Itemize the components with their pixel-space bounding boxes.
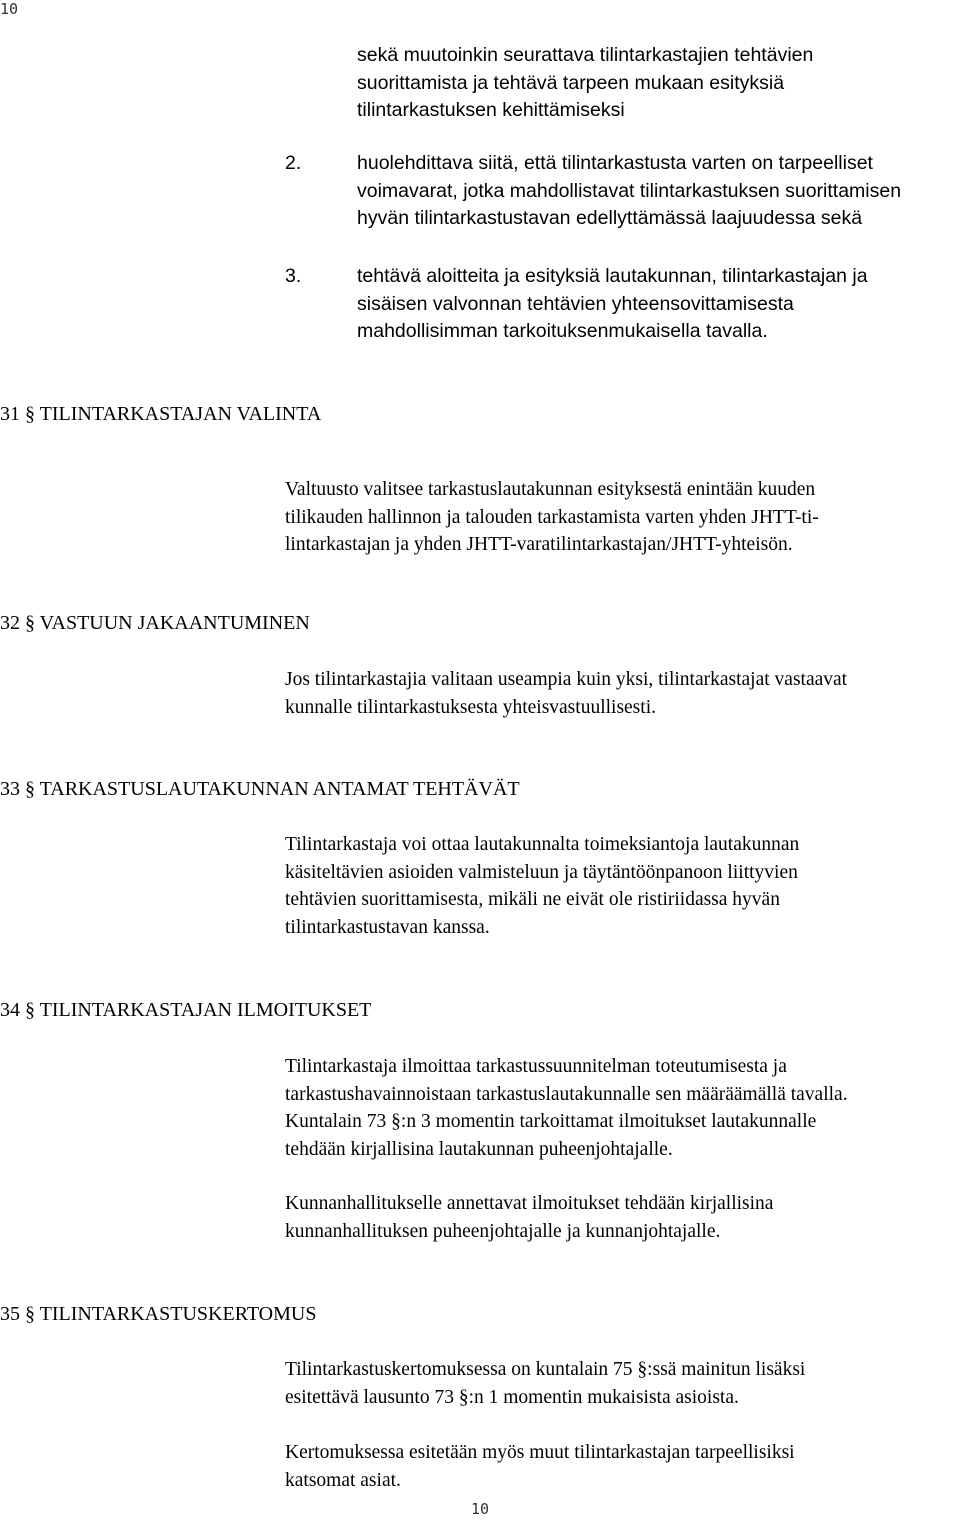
text-line: tilintarkastuksen kehittämiseksi bbox=[357, 99, 625, 121]
text-line: tarkastushavainnoistaan tarkastuslautakunnalle sen määräämällä tavalla. bbox=[285, 1083, 848, 1105]
text-line: tilikauden hallinnon ja talouden tarkastamista varten yhden JHTT-ti- bbox=[285, 506, 819, 528]
text-line: kunnanhallituksen puheenjohtajalle ja kunnanjohtajalle. bbox=[285, 1220, 721, 1242]
text-line: huolehdittava siitä, että tilintarkastusta varten on tarpeelliset bbox=[357, 152, 873, 174]
text-line: Tilintarkastuskertomuksessa on kuntalain 75 §:ssä mainitun lisäksi bbox=[285, 1359, 806, 1380]
text-line: lintarkastajan ja yhden JHTT-varatilintarkastajan/JHTT-yhteisön. bbox=[285, 534, 793, 555]
text-line: katsomat asiat. bbox=[285, 1469, 401, 1491]
list-number: 2. bbox=[285, 152, 302, 174]
text-line: sekä muutoinkin seurattava tilintarkastajien tehtävien bbox=[357, 44, 814, 66]
text-line: suorittamista ja tehtävä tarpeen mukaan esityksiä bbox=[357, 71, 785, 94]
text-line: tehtävien suorittamisesta, mikäli ne eivät ole ristiriidassa hyvän bbox=[285, 889, 780, 910]
section-heading: 31 § TILINTARKASTAJAN VALINTA bbox=[0, 403, 322, 425]
text-line: Kertomuksessa esitetään myös muut tilintarkastajan tarpeellisiksi bbox=[285, 1442, 795, 1463]
text-line: kunnalle tilintarkastuksesta yhteisvastuullisesti. bbox=[285, 696, 656, 718]
paragraph bbox=[285, 1053, 848, 1163]
paragraph bbox=[285, 1190, 773, 1245]
paragraph bbox=[285, 1356, 805, 1411]
text-line: tehdään kirjallisina lautakunnan puheenjohtajalle. bbox=[285, 1138, 673, 1160]
list-item bbox=[357, 150, 901, 233]
text-line: mahdollisimman tarkoituksenmukaisella tavalla. bbox=[357, 320, 768, 342]
paragraph bbox=[285, 666, 847, 721]
list-item-continuation bbox=[357, 42, 813, 125]
text-line: sisäisen valvonnan tehtävien yhteensovittamisesta bbox=[357, 292, 794, 315]
text-line: Tilintarkastaja ilmoittaa tarkastussuunnitelman toteutumisesta ja bbox=[285, 1056, 787, 1077]
text-line: voimavarat, jotka mahdollistavat tilintarkastuksen suorittamisen bbox=[357, 179, 902, 202]
text-line: Valtuusto valitsee tarkastuslautakunnan esityksestä enintään kuuden bbox=[285, 479, 816, 500]
text-line: Jos tilintarkastajia valitaan useampia kuin yksi, tilintarkastajat vastaavat bbox=[285, 669, 848, 690]
section-heading: 33 § TARKASTUSLAUTAKUNNAN ANTAMAT TEHTÄVÄT bbox=[0, 778, 520, 800]
text-line: hyvän tilintarkastustavan edellyttämässä laajuudessa sekä bbox=[357, 207, 863, 229]
page-number-bottom: 10 bbox=[471, 1500, 490, 1518]
text-line: tehtävä aloitteita ja esityksiä lautakunnan, tilintarkastajan ja bbox=[357, 265, 868, 287]
paragraph bbox=[285, 476, 819, 559]
page-number-top: 10 bbox=[0, 0, 19, 18]
section-heading: 34 § TILINTARKASTAJAN ILMOITUKSET bbox=[0, 999, 372, 1021]
text-line: käsiteltävien asioiden valmisteluun ja täytäntöönpanoon liittyvien bbox=[285, 861, 798, 883]
paragraph bbox=[285, 831, 799, 941]
text-line: Kuntalain 73 §:n 3 momentin tarkoittamat ilmoitukset lautakunnalle bbox=[285, 1111, 817, 1132]
text-line: esitettävä lausunto 73 §:n 1 momentin mukaisista asioista. bbox=[285, 1386, 739, 1408]
text-line: Tilintarkastaja voi ottaa lautakunnalta toimeksiantoja lautakunnan bbox=[285, 834, 800, 855]
text-line: tilintarkastustavan kanssa. bbox=[285, 916, 490, 938]
section-heading: 35 § TILINTARKASTUSKERTOMUS bbox=[0, 1303, 317, 1325]
text-line: Kunnanhallitukselle annettavat ilmoitukset tehdään kirjallisina bbox=[285, 1193, 774, 1214]
paragraph bbox=[285, 1439, 795, 1494]
list-number: 3. bbox=[285, 265, 302, 287]
section-heading: 32 § VASTUUN JAKAANTUMINEN bbox=[0, 612, 310, 634]
list-item bbox=[357, 263, 868, 346]
